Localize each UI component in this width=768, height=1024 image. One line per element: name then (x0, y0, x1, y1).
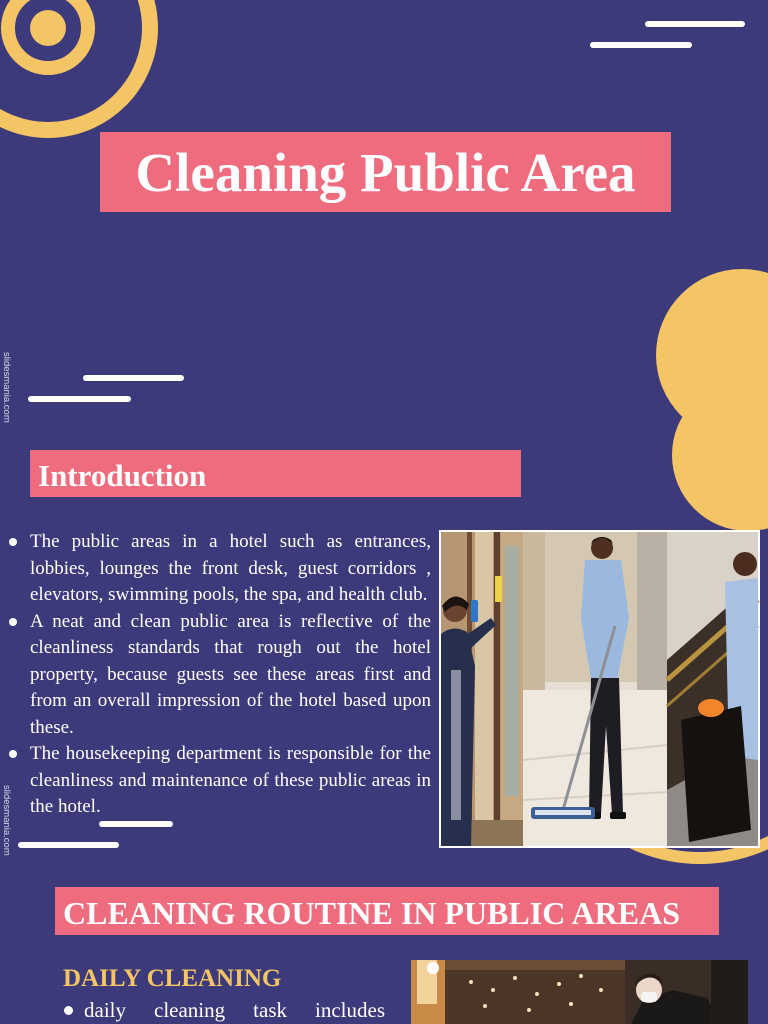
decorative-line (28, 396, 131, 402)
photo-daily-cleaning (411, 960, 748, 1024)
decorative-line (99, 821, 173, 827)
bullet-dot-icon (9, 538, 17, 546)
decorative-line (590, 42, 692, 48)
daily-cleaning-heading: DAILY CLEANING (63, 965, 282, 992)
introduction-heading: Introduction (38, 458, 207, 493)
decorative-line (83, 375, 184, 381)
title-banner (100, 132, 671, 212)
text-line: these. (30, 716, 74, 738)
photo-panel-mopping (523, 532, 667, 846)
text-line: cleanliness and maintenance of these public areas in (30, 769, 431, 791)
text-line: the hotel. (30, 796, 101, 817)
list-item (30, 529, 431, 609)
text-line: lobbies, lounges the front desk, guest corridors , (30, 557, 431, 579)
cleaning-routine-banner (55, 887, 719, 935)
text-line: cleanliness standards that rough out the hotel (30, 637, 431, 658)
list-item (30, 609, 431, 742)
photo-panel-corridor (441, 532, 523, 846)
bullet-dot-icon (9, 618, 17, 626)
text-line: from an overall impression of the hotel based upon (30, 690, 431, 711)
text-line: The public areas in a hotel such as entrances, (30, 531, 431, 552)
introduction-bullet-list (30, 529, 431, 821)
watermark-text: slidesmania.com (1, 352, 12, 423)
page-title: Cleaning Public Area (135, 141, 636, 203)
text-line: property, because guests see these areas first and (30, 663, 431, 685)
cleaning-routine-heading: CLEANING ROUTINE IN PUBLIC AREAS (63, 894, 680, 931)
decorative-line (645, 21, 745, 27)
introduction-banner (30, 450, 521, 497)
photo-cleaning-collage (439, 530, 760, 848)
bullet-dot-icon (64, 1006, 73, 1015)
watermark-text: slidesmania.com (1, 785, 12, 856)
photo-panel-railing (667, 532, 758, 846)
bullet-dot-icon (9, 750, 17, 758)
daily-cleaning-bullet-list (84, 997, 385, 1023)
text-line: elevators, swimming pools, the spa, and health club. (30, 584, 428, 605)
decorative-line (18, 842, 119, 848)
list-item-text: daily cleaning task includes (84, 998, 385, 1022)
list-item (84, 997, 385, 1023)
concentric-circles-decoration (0, 0, 150, 130)
text-line: The housekeeping department is responsible for the (30, 743, 431, 764)
text-line: A neat and clean public area is reflective of the (30, 610, 431, 632)
list-item (30, 741, 431, 821)
